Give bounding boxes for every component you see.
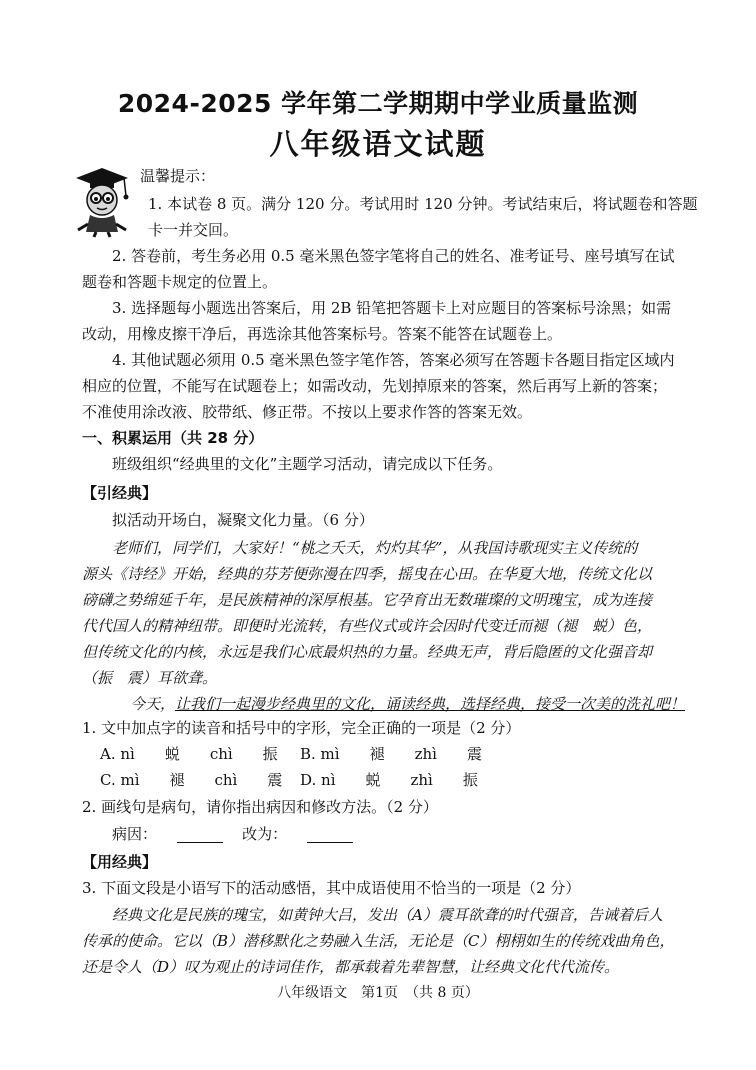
notice-item-1: 1. 本试卷 8 页。满分 120 分。考试用时 120 分钟。考试结束后，将试题卷和答题 — [148, 195, 698, 213]
question-1-stem: 1. 文中加点字的读音和括号中的字形，完全正确的一项是（2 分） — [82, 719, 521, 737]
passage-line-1: 老师们，同学们，大家好！“桃之夭夭，灼灼其华”，从我国诗歌现实主义传统的 — [112, 539, 638, 557]
question-2-stem: 2. 画线句是病句，请你指出病因和修改方法。（2 分） — [82, 798, 438, 816]
q3-passage-line-1: 经典文化是民族的瑰宝，如黄钟大吕，发出（A）震耳欲聋的时代强音，告诫着后人 — [112, 906, 663, 924]
passage-line-7 — [130, 694, 685, 714]
notice-item-3-cont: 改动，用橡皮擦干净后，再选涂其他答案标号。答案不能答在试题卷上。 — [82, 325, 563, 343]
exam-subtitle: 八年级语文试题 — [269, 127, 487, 161]
part-task: 拟活动开场白，凝聚文化力量。（6 分） — [112, 511, 374, 529]
notice-item-4-cont2: 不准使用涂改液、胶带纸、修正带。不按以上要求作答的答案无效。 — [82, 403, 533, 421]
passage-line-2: 源头《诗经》开始，经典的芬芳便弥漫在四季，摇曳在心田。在华夏大地，传统文化以 — [82, 565, 653, 583]
passage-line-5: 但传统文化的内核，永远是我们心底最炽热的力量。经典无声，背后隐匿的文化强音却 — [82, 643, 653, 661]
passage-line-4: 代代国人的精神纽带。即便时光流转，有些仪式或许会因时代变迁而褪（褪 蜕）色， — [82, 617, 653, 635]
notice-item-4-cont: 相应的位置，不能写在试题卷上；如需改动，先划掉原来的答案，然后再写上新的答案； — [82, 377, 668, 395]
question-1-option-a: A. nì 蜕 chì 振 — [100, 745, 278, 763]
question-3-stem: 3. 下面文段是小语写下的活动感悟，其中成语使用不恰当的一项是（2 分） — [82, 879, 581, 897]
question-1-option-c: C. mì 褪 chì 震 — [100, 771, 283, 789]
notice-item-2: 2. 答卷前，考生务必用 0.5 毫米黑色签字笔将自己的姓名、准考证号、座号填写在试 — [112, 247, 675, 265]
fix-answer-blank[interactable] — [307, 828, 353, 843]
notice-item-3: 3. 选择题每小题选出答案后，用 2B 铅笔把答题卡上对应题目的答案标号涂黑；如需 — [112, 299, 672, 317]
fix-label: 改为： — [242, 825, 288, 843]
question-1-option-b: B. mì 褪 zhì 震 — [300, 745, 482, 763]
q3-passage-line-2: 传承的使命。它以（B）潜移默化之势融入生活，无论是（C）栩栩如生的传统戏曲角色， — [82, 932, 675, 950]
student-mascot-icon — [74, 166, 130, 238]
cause-answer-blank[interactable] — [177, 828, 223, 843]
part-heading-yong: 【用经典】 — [82, 853, 158, 871]
q3-passage-line-3: 还是令人（D）叹为观止的诗词佳作，都承载着先辈智慧，让经典文化代代流传。 — [82, 958, 620, 976]
question-2-answer-row — [112, 824, 353, 844]
notice-item-4: 4. 其他试题必须用 0.5 毫米黑色签字笔作答，答案必须写在答题卡各题目指定区域内 — [112, 351, 675, 369]
notice-item-1-cont: 卡一并交回。 — [148, 221, 239, 239]
notice-heading: 温馨提示： — [140, 167, 216, 185]
section-intro: 班级组织“经典里的文化”主题学习活动，请完成以下任务。 — [112, 455, 503, 473]
question-1-option-d: D. nì 蜕 zhì 振 — [300, 771, 478, 789]
passage-line-6: （振 震）耳欲聋。 — [82, 669, 218, 687]
notice-item-2-cont: 题卷和答题卡规定的位置上。 — [82, 273, 278, 291]
exam-title: 2024-2025 学年第二学期期中学业质量监测 — [117, 89, 639, 118]
page-footer: 八年级语文 第1页 （共 8 页） — [277, 985, 479, 1001]
underlined-sentence: 让我们一起漫步经典里的文化，诵读经典，选择经典，接受一次美的洗礼吧！ — [175, 695, 686, 713]
passage-line-7-lead: 今天， — [130, 695, 176, 713]
cause-label: 病因： — [112, 825, 158, 843]
part-heading-yin: 【引经典】 — [82, 484, 158, 502]
passage-line-3: 磅礴之势绵延千年，是民族精神的深厚根基。它孕育出无数璀璨的文明瑰宝，成为连接 — [82, 591, 653, 609]
section-heading: 一、积累运用（共 28 分） — [82, 429, 264, 447]
